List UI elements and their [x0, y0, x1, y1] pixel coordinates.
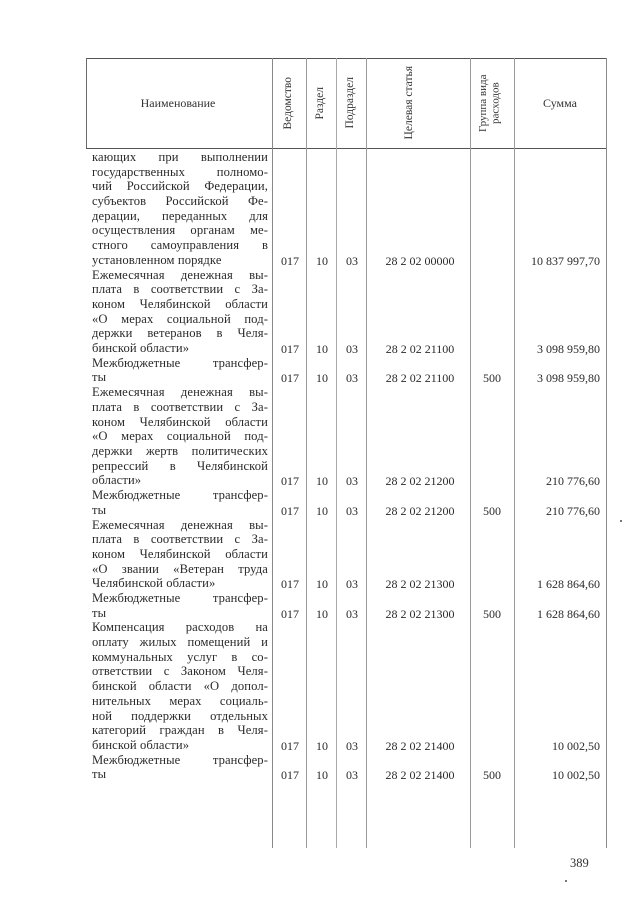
- row-group: 500: [483, 503, 501, 518]
- row-section: 10: [316, 768, 328, 783]
- row-sum: 210 776,60: [546, 503, 600, 518]
- row-name-line: Компенсация расходов на: [92, 620, 268, 635]
- row-section: 10: [316, 606, 328, 621]
- row-name-line: ты: [92, 767, 107, 782]
- row-dept: 017: [281, 253, 299, 268]
- header-group: [470, 58, 514, 148]
- row-name-line: коном Челябинской области: [92, 546, 268, 561]
- row-article: 28 2 02 21400: [385, 768, 455, 783]
- row-name-line: Межбюджетные трансфер-: [92, 591, 268, 605]
- row-dept: 017: [281, 768, 299, 783]
- row-section: 10: [316, 371, 328, 386]
- header-section: [306, 58, 336, 148]
- row-name-line: чий Российской Федерации,: [92, 179, 268, 194]
- table-row: [0, 620, 640, 752]
- row-sum: 10 837 997,70: [531, 253, 600, 268]
- row-name-line: области»: [92, 473, 142, 488]
- row-section: 10: [316, 503, 328, 518]
- row-subsection: 03: [346, 738, 358, 753]
- row-article: 28 2 02 21300: [385, 577, 455, 592]
- row-name: [92, 268, 268, 356]
- row-name: [92, 488, 268, 517]
- row-subsection: 03: [346, 342, 358, 357]
- row-name: [92, 620, 268, 752]
- row-name-line: «О звании «Ветеран труда: [92, 561, 268, 576]
- row-name: [92, 753, 268, 782]
- row-article: 28 2 02 00000: [385, 253, 455, 268]
- header-subsection: [336, 58, 366, 148]
- row-name-line: «О мерах социальной под-: [92, 311, 268, 326]
- header-article: [366, 58, 470, 148]
- row-name-line: ты: [92, 370, 107, 385]
- row-name-line: осуществления органам ме-: [92, 223, 268, 238]
- header-name: [86, 58, 270, 148]
- row-name-line: бинской области»: [92, 737, 190, 752]
- table-row: [0, 488, 640, 517]
- row-name-line: дерации, переданных для: [92, 208, 268, 223]
- row-name-line: ты: [92, 502, 107, 517]
- row-name-line: плата в соответствии с За-: [92, 399, 268, 414]
- table-row: [0, 385, 640, 488]
- table-row: [0, 150, 640, 268]
- row-article: 28 2 02 21100: [385, 371, 455, 386]
- header-dept: [272, 58, 306, 148]
- header-subsection-label: Подраздел: [344, 77, 357, 129]
- row-group: 500: [483, 606, 501, 621]
- row-name-line: Межбюджетные трансфер-: [92, 752, 268, 767]
- header-name-label: Наименование: [140, 95, 216, 110]
- row-name-line: ной поддержки отдельных: [92, 708, 268, 723]
- row-name-line: установленном порядке: [92, 252, 222, 267]
- row-sum: 10 002,50: [552, 738, 600, 753]
- row-sum: 210 776,60: [546, 474, 600, 489]
- row-sum: 3 098 959,80: [537, 371, 600, 386]
- row-name: [92, 591, 268, 620]
- row-section: 10: [316, 342, 328, 357]
- row-dept: 017: [281, 474, 299, 489]
- row-sum: 1 628 864,60: [537, 606, 600, 621]
- row-section: 10: [316, 253, 328, 268]
- row-name-line: субъектов Российской Фе-: [92, 194, 268, 209]
- row-name-line: кающих при выполнении: [92, 150, 268, 164]
- table-row: [0, 268, 640, 356]
- row-name-line: стного самоуправления в: [92, 238, 268, 253]
- row-dept: 017: [281, 738, 299, 753]
- row-name-line: держки жертв политических: [92, 443, 268, 458]
- row-dept: 017: [281, 577, 299, 592]
- row-name-line: Ежемесячная денежная вы-: [92, 517, 268, 532]
- row-subsection: 03: [346, 606, 358, 621]
- row-name-line: коном Челябинской области: [92, 296, 268, 311]
- scan-speck: [565, 880, 567, 882]
- row-name-line: Ежемесячная денежная вы-: [92, 267, 268, 282]
- row-name-line: бинской области «О допол-: [92, 679, 268, 694]
- row-name-line: бинской области»: [92, 341, 190, 356]
- row-subsection: 03: [346, 474, 358, 489]
- row-name-line: держки ветеранов в Челя-: [92, 326, 268, 341]
- row-dept: 017: [281, 606, 299, 621]
- row-name: [92, 518, 268, 591]
- row-group: 500: [483, 768, 501, 783]
- row-name-line: репрессий в Челябинской: [92, 458, 268, 473]
- row-name-line: «О мерах социальной под-: [92, 429, 268, 444]
- row-name-line: Ежемесячная денежная вы-: [92, 385, 268, 400]
- row-name-line: Межбюджетные трансфер-: [92, 355, 268, 370]
- row-name-line: плата в соответствии с За-: [92, 282, 268, 297]
- row-name-line: категорий граждан в Челя-: [92, 723, 268, 738]
- row-subsection: 03: [346, 577, 358, 592]
- row-article: 28 2 02 21200: [385, 503, 455, 518]
- row-sum: 10 002,50: [552, 768, 600, 783]
- row-name-line: Межбюджетные трансфер-: [92, 488, 268, 503]
- row-name: [92, 385, 268, 488]
- row-subsection: 03: [346, 768, 358, 783]
- row-subsection: 03: [346, 371, 358, 386]
- row-article: 28 2 02 21100: [385, 342, 455, 357]
- row-subsection: 03: [346, 503, 358, 518]
- header-sum: [514, 58, 606, 148]
- row-name-line: плата в соответствии с За-: [92, 532, 268, 547]
- row-section: 10: [316, 738, 328, 753]
- row-sum: 3 098 959,80: [537, 342, 600, 357]
- row-article: 28 2 02 21300: [385, 606, 455, 621]
- row-dept: 017: [281, 503, 299, 518]
- header-dept-label: Ведомство: [282, 76, 295, 130]
- row-subsection: 03: [346, 253, 358, 268]
- row-article: 28 2 02 21400: [385, 738, 455, 753]
- row-name-line: коммунальных услуг в со-: [92, 649, 268, 664]
- row-section: 10: [316, 577, 328, 592]
- row-name-line: государственных полномо-: [92, 164, 268, 179]
- row-name: [92, 356, 268, 385]
- row-dept: 017: [281, 342, 299, 357]
- header-section-label: Раздел: [314, 86, 327, 120]
- row-name-line: коном Челябинской области: [92, 414, 268, 429]
- row-article: 28 2 02 21200: [385, 474, 455, 489]
- table-row: [0, 356, 640, 385]
- row-section: 10: [316, 474, 328, 489]
- header-group-label: Группа вида расходов: [477, 74, 502, 132]
- table-row: [0, 591, 640, 620]
- row-sum: 1 628 864,60: [537, 577, 600, 592]
- row-name-line: ответствии с Законом Челя-: [92, 664, 268, 679]
- row-name-line: нительных мерах социаль-: [92, 693, 268, 708]
- row-group: 500: [483, 371, 501, 386]
- scan-speck: [620, 520, 622, 522]
- row-dept: 017: [281, 371, 299, 386]
- header-article-label: Целевая статья: [403, 66, 415, 140]
- row-name-line: Челябинской области»: [92, 576, 216, 591]
- col-rule-left: [86, 58, 87, 148]
- page-number: 389: [570, 856, 589, 870]
- table-row: [0, 753, 640, 782]
- row-name-line: оплату жилых помещений и: [92, 635, 268, 650]
- row-name-line: ты: [92, 605, 107, 620]
- table-row: [0, 518, 640, 592]
- table-header-rule: [86, 148, 606, 149]
- row-name: [92, 150, 268, 268]
- header-sum-label: Сумма: [543, 95, 577, 110]
